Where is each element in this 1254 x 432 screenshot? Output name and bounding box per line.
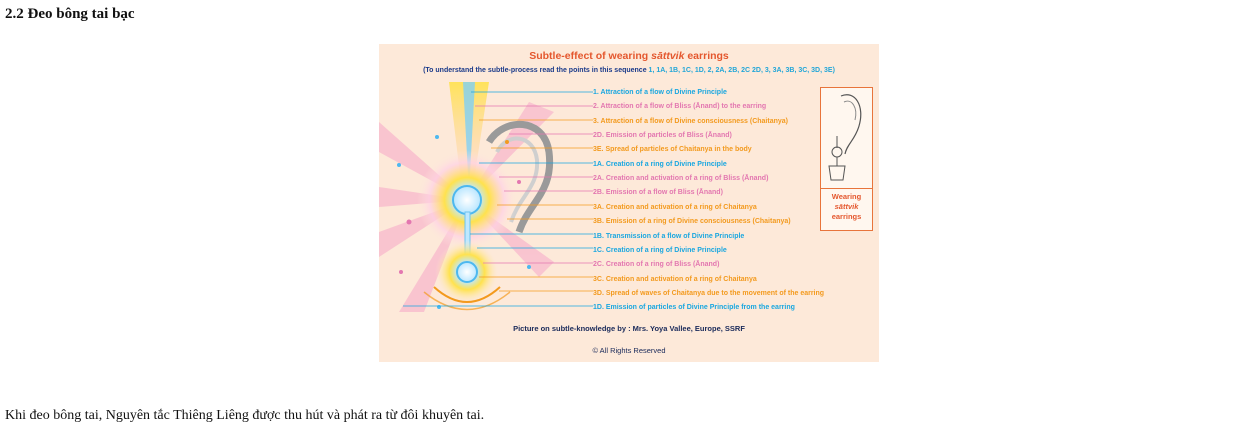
process-label: 1D. Emission of particles of Divine Principle from the earring [593, 304, 795, 312]
process-label: 2. Attraction of a flow of Bliss (Ānand) to the earring [593, 103, 767, 111]
subtle-effect-figure [379, 44, 879, 362]
process-label: 2B. Emission of a flow of Bliss (Ānand) [593, 189, 723, 197]
process-label: 3E. Spread of particles of Chaitanya in the body [593, 146, 752, 154]
process-label: 1C. Creation of a ring of Divine Principle [593, 246, 727, 254]
process-label: 2A. Creation and activation of a ring of Bliss (Ānand) [593, 175, 769, 183]
process-label: 1A. Creation of a ring of Divine Principle [593, 160, 727, 168]
figure-title: Subtle-effect of wearing sāttvik earrings [529, 50, 729, 62]
process-label: 1B. Transmission of a flow of Divine Principle [593, 232, 745, 240]
process-label: 3B. Emission of a ring of Divine consciousness (Chaitanya) [593, 218, 791, 226]
figure-credit: Picture on subtle-knowledge by : Mrs. Yoya Vallee, Europe, SSRF [513, 324, 745, 333]
section-heading: 2.2 Đeo bông tai bạc [5, 6, 135, 22]
earring-inset [820, 87, 873, 231]
process-label: 1. Attraction of a flow of Divine Principle [593, 89, 727, 96]
body-caption: Khi đeo bông tai, Nguyên tắc Thiêng Liêng được thu hút và phát ra từ đôi khuyên tai. [5, 408, 485, 423]
process-label: 2D. Emission of particles of Bliss (Ānand) [593, 132, 732, 140]
inset-caption: Wearing sāttvik earrings [821, 188, 872, 222]
process-label: 3C. Creation and activation of a ring of Chaitanya [593, 275, 757, 283]
earring-sketch-icon [821, 88, 872, 188]
process-label: 3. Attraction of a flow of Divine consciousness (Chaitanya) [593, 117, 788, 125]
process-label: 3A. Creation and activation of a ring of Chaitanya [593, 203, 757, 211]
process-label: 2C. Creation of a ring of Bliss (Ānand) [593, 261, 720, 269]
figure-subtitle: (To understand the subtle-process read the points in this sequence 1, 1A, 1B, 1C, 1D, 2, 2A, 2B, 2C 2D, 3, 3A, 3B, 3C, 3D, 3E) [423, 67, 835, 74]
process-label: 3D. Spread of waves of Chaitanya due to the movement of the earring [593, 289, 825, 297]
figure-rights: © All Rights Reserved [592, 346, 666, 355]
